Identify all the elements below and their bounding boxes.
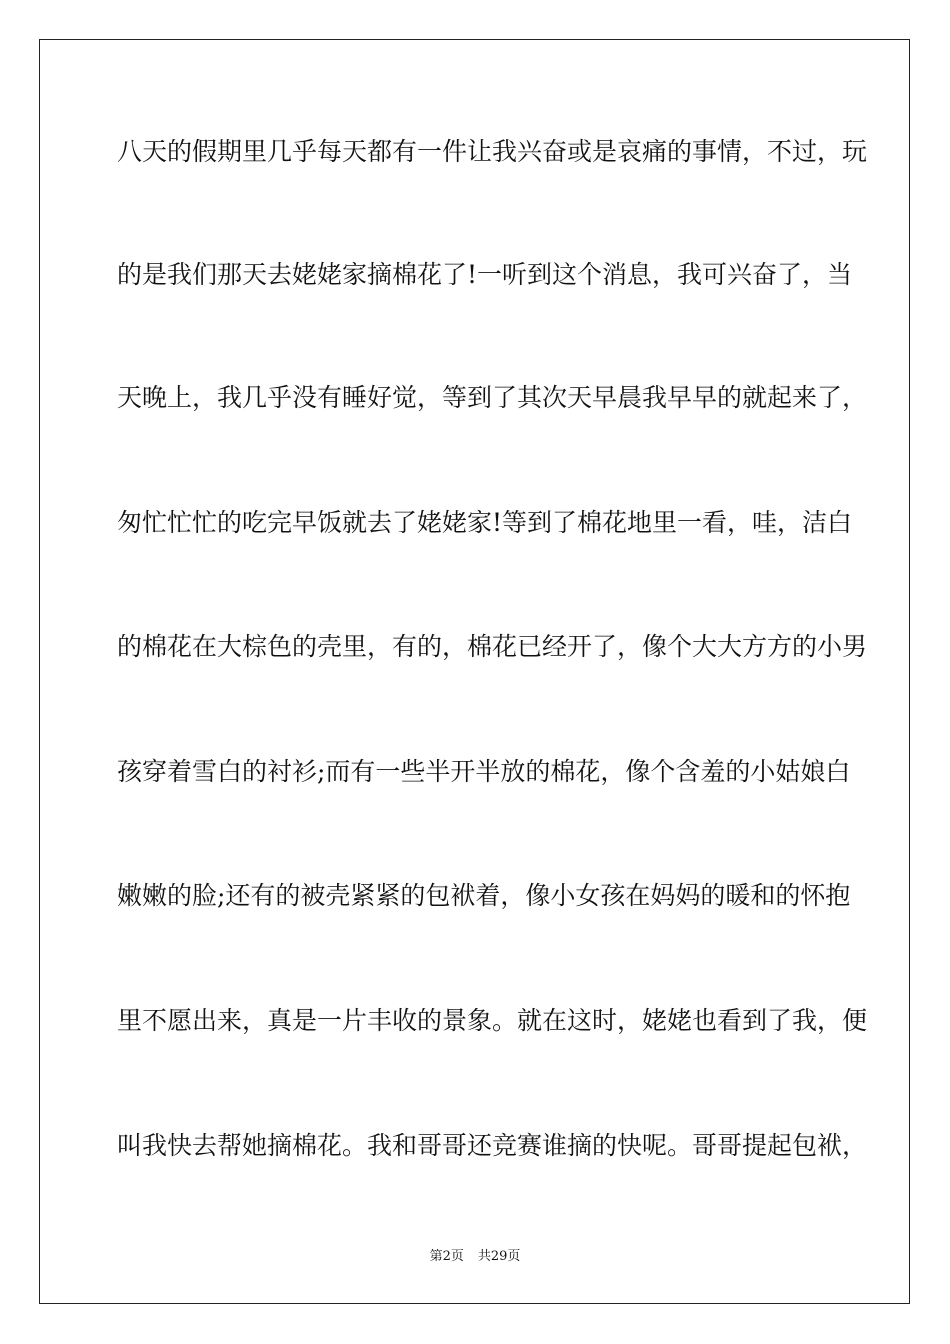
page-footer	[0, 1249, 950, 1265]
body-text-line-3: 天晚上，我几乎没有睡好觉，等到了其次天早晨我早早的就起来了，	[117, 383, 868, 412]
body-text-line-4: 匆忙忙忙的吃完早饭就去了姥姥家!等到了棉花地里一看，哇，洁白	[117, 508, 853, 537]
page-number: 第2页	[429, 1249, 464, 1264]
page-frame	[39, 39, 910, 1304]
total-pages: 共29页	[477, 1249, 521, 1264]
body-text-line-6: 孩穿着雪白的衬衫;而有一些半开半放的棉花，像个含羞的小姑娘白	[117, 757, 851, 786]
body-text-line-9: 叫我快去帮她摘棉花。我和哥哥还竞赛谁摘的快呢。哥哥提起包袱，	[117, 1131, 868, 1160]
body-text-line-7: 嫩嫩的脸;还有的被壳紧紧的包袱着，像小女孩在妈妈的暖和的怀抱	[117, 881, 851, 910]
body-text-line-5: 的棉花在大棕色的壳里，有的，棉花已经开了，像个大大方方的小男	[117, 632, 868, 661]
body-text-line-2: 的是我们那天去姥姥家摘棉花了!一听到这个消息，我可兴奋了，当	[117, 260, 853, 289]
body-text-line-1: 八天的假期里几乎每天都有一件让我兴奋或是哀痛的事情，不过，玩	[117, 137, 868, 166]
body-text-line-8: 里不愿出来，真是一片丰收的景象。就在这时，姥姥也看到了我，便	[117, 1006, 868, 1035]
